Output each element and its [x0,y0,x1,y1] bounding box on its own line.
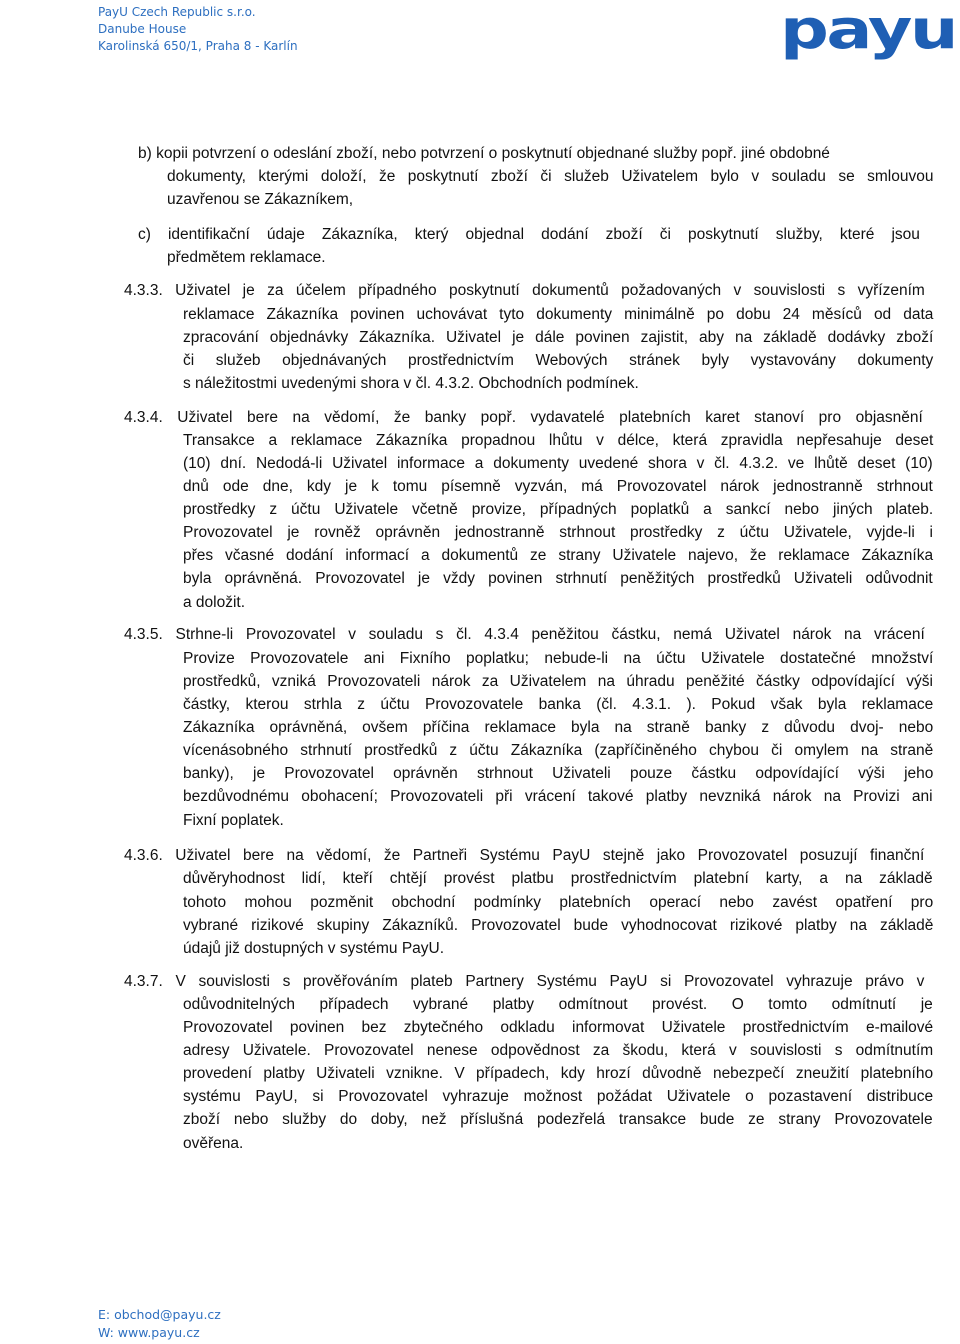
text-line: systému PayU, si Provozovatel vyhrazuje možnost požádat Uživatele o pozastavení distribuce [183,1088,934,1105]
text-line: (10) dní. Nedodá-li Uživatel informace a dokumenty uvedené shora v čl. 4.3.2. ve lhůtě deset (10) [183,455,933,472]
text-line: vícenásobného strhnutí prostředků z účtu Zákazníka (zapříčiněného chybou či omylem na straně [183,742,934,759]
text-line: vybrané rizikové skupiny Zákazníků. Provozovatel bude vyhodnocovat rizikové platby na základě [183,917,934,934]
text-line: ověřena. [183,1135,244,1152]
text-line: prostředků, vzniká Provozovateli nárok za Uživatelem na úhradu peněžité částky odpovídající výši [183,673,934,690]
text-line: částky, kterou strhla z účtu Provozovatele banka (čl. 4.3.1. ). Pokud však byla reklamace [183,696,934,713]
text-line: odůvodnitelných případech vybrané platby odmítnout provést. O tomto odmítnutí je [183,996,933,1013]
text-line: bezdůvodnému obohacení; Provozovateli při vrácení takové platby nevzniká nárok na Provizi ani [183,788,933,805]
text-line: 4.3.6. Uživatel bere na vědomí, že Partneři Systému PayU stejně jako Provozovatel posuzují finanční [124,847,925,864]
text-line: reklamace Zákazníka povinen uchovávat tyto dokumenty minimálně po dobu 24 měsíců od data [183,306,934,323]
text-line: důvěryhodnost lidí, kteří chtějí provést platbu prostřednictvím platební karty, a na základě [183,870,933,887]
text-line: předmětem reklamace. [167,249,326,266]
text-line: 4.3.3. Uživatel je za účelem případného poskytnutí dokumentů požadovaných v souvislosti s vyřízením [124,282,925,299]
footer-web: W: www.payu.cz [98,1325,200,1340]
text-line: Provozovatel je rovněž oprávněn jednostranně strhnout prostředky z účtu Uživatele, vyjde-li i [183,524,933,541]
payu-logo-text: payu [780,4,956,62]
text-line: zboží nebo služby do doby, než příslušná podezřelá transakce bude ze strany Provozovatele [183,1111,933,1128]
company-building: Danube House [98,22,187,36]
text-line: provedení platby Uživateli vznikne. V případech, kdy hrozí důvodně nebezpečí zneužití platebního [183,1065,934,1082]
text-line: 4.3.5. Strhne-li Provozovatel v souladu s čl. 4.3.4 peněžitou částku, nemá Uživatel nárok na vrácení [124,626,925,643]
company-street: Karolinská 650/1, Praha 8 - Karlín [98,39,298,53]
text-line: adresy Uživatele. Provozovatel nenese odpovědnost za škodu, která v souvislosti s odmítnutím [183,1042,934,1059]
text-line: 4.3.4. Uživatel bere na vědomí, že banky popř. vydavatelé platebních karet stanoví pro objasnění [124,409,923,426]
text-line: c) identifikační údaje Zákazníka, který objednal dodání zboží či poskytnutí služby, které jsou [138,226,920,243]
footer-email: E: obchod@payu.cz [98,1307,221,1322]
payu-logo [780,4,958,66]
footer-contact [98,1306,221,1342]
text-line: Transakce a reklamace Zákazníka propadnou lhůtu v délce, která zpravidla nepřesahuje deset [183,432,934,449]
company-name: PayU Czech Republic s.r.o. [98,5,256,19]
text-line: a doložit. [183,594,246,611]
text-line: zpracování objednávky Zákazníka. Uživatel je dále povinen zajistit, aby na základě dodávky zboží [183,329,934,346]
text-line: Provize Provozovatele ani Fixního poplatku; nebude-li na účtu Uživatele dostatečné množství [183,650,934,667]
text-line: Provozovatel povinen bez zbytečného odkladu informovat Uživatele prostřednictvím e-mailové [183,1019,934,1036]
text-line: dokumenty, kterými doloží, že poskytnutí zboží či služeb Uživatelem bylo v souladu se smlouvou [167,168,934,185]
text-line: prostředky z účtu Uživatele včetně provize, případných poplatků a sankcí nebo jiných plateb. [183,501,934,518]
text-line: Zákazníka oprávněná, ovšem příčina reklamace byla na straně banky z důvodu dvoj- nebo [183,719,934,736]
text-line: přes včasné dodání informací a dokumentů ze strany Uživatele najevo, že reklamace Zákazníka [183,547,934,564]
text-line: b) kopii potvrzení o odeslání zboží, nebo potvrzení o poskytnutí objednané služby popř. jiné obdobné [138,145,830,162]
text-line: tohoto mohou pozměnit obchodní podmínky platebních operací nebo zavést opatření pro [183,894,934,911]
text-line: uzavřenou se Zákazníkem, [167,191,354,208]
company-address [98,4,298,55]
text-line: 4.3.7. V souvislosti s prověřováním plateb Partnery Systému PayU si Provozovatel vyhrazuje právo v [124,973,925,990]
text-line: banky), je Provozovatel oprávněn strhnout Uživateli pouze částku odpovídající výši jeho [183,765,934,782]
text-line: Fixní poplatek. [183,812,284,829]
text-line: či služeb objednávaných prostřednictvím Webových stránek byly vystavovány dokumenty [183,352,934,369]
text-line: byla oprávněná. Provozovatel je vždy povinen strhnutí peněžitých prostředků Uživateli odůvodnit [183,570,933,587]
text-line: s náležitostmi uvedenými shora v čl. 4.3.2. Obchodních podmínek. [183,375,639,392]
text-line: údajů již dostupných v systému PayU. [183,940,445,957]
text-line: dnů ode dne, kdy je k tomu písemně vyzván, má Provozovatel nárok jednostranně strhnout [183,478,933,495]
